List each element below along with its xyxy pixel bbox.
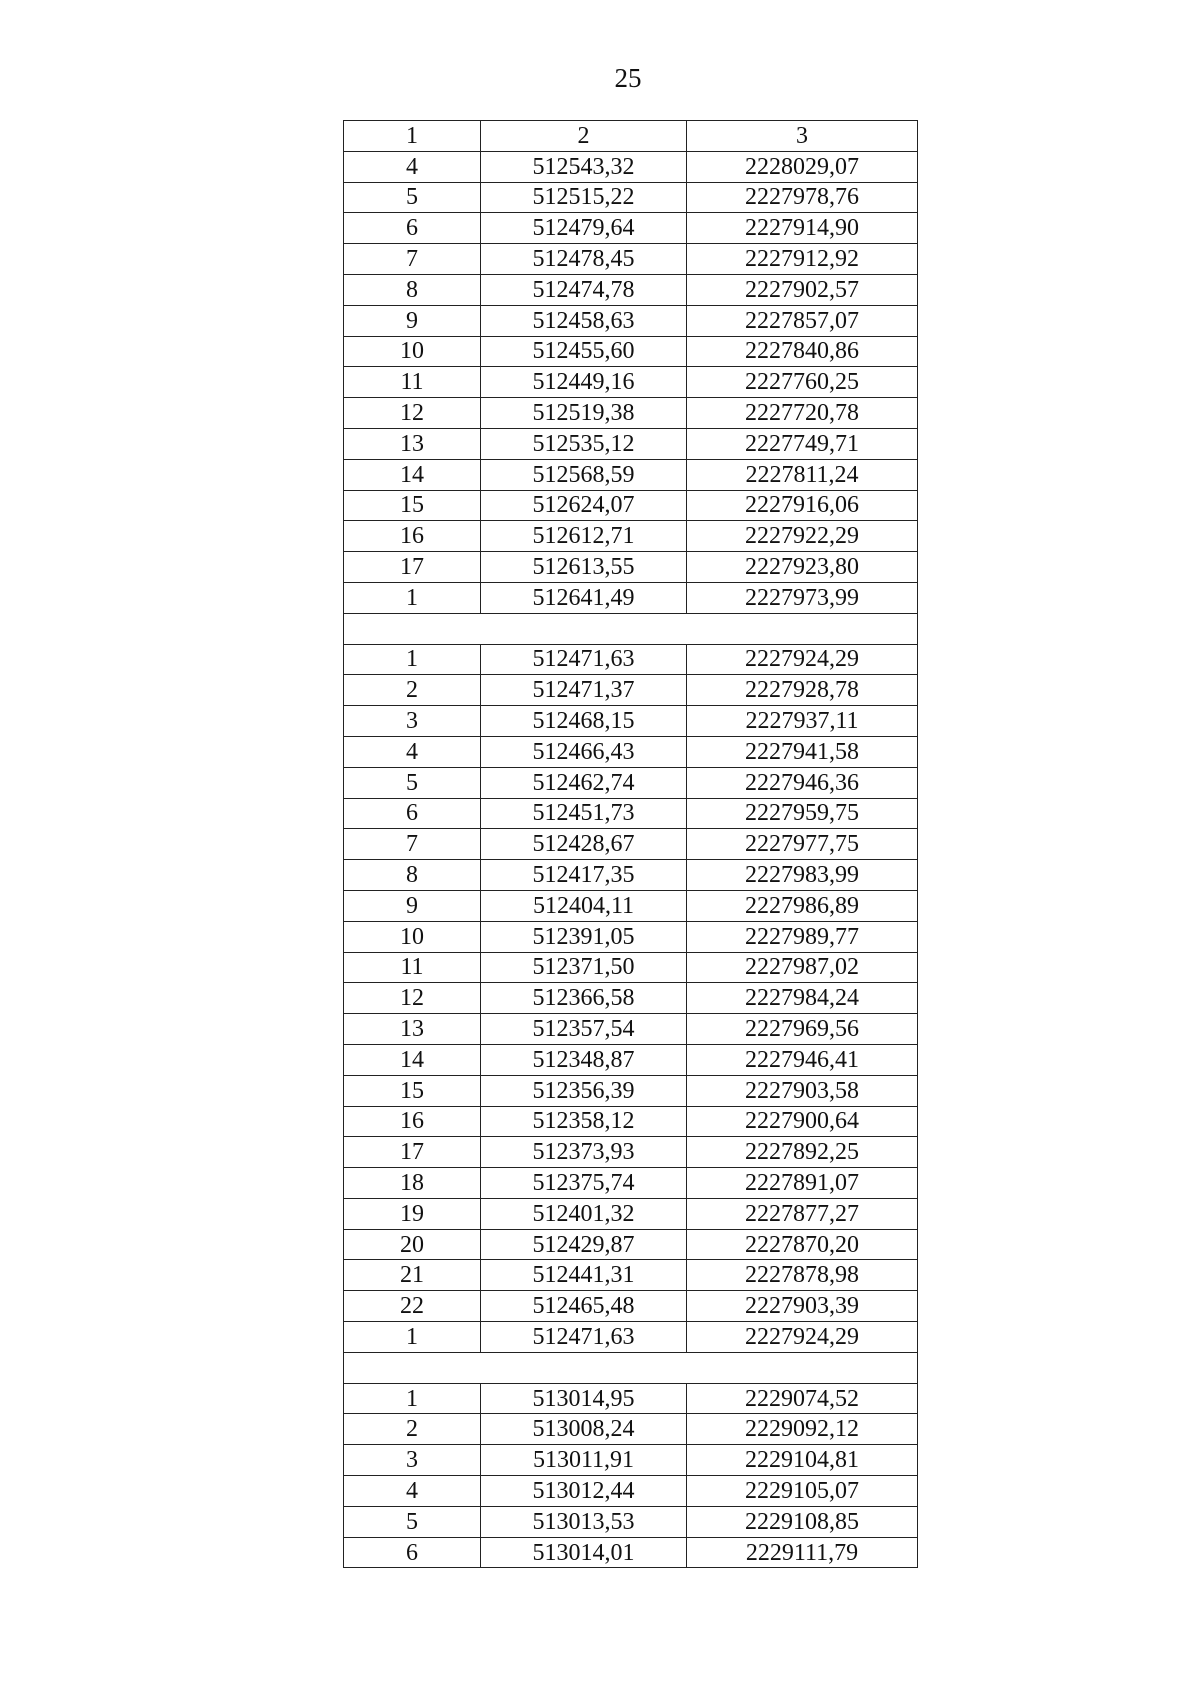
- coordinates-table-body: [344, 121, 918, 1568]
- point-number-cell: 20: [344, 1229, 481, 1260]
- x-coordinate-cell: 512519,38: [481, 398, 687, 429]
- table-row: [344, 305, 918, 336]
- table-row: [344, 1445, 918, 1476]
- x-coordinate-cell: 512612,71: [481, 521, 687, 552]
- y-coordinate-cell: 2227903,39: [687, 1291, 918, 1322]
- x-coordinate-cell: 512357,54: [481, 1014, 687, 1045]
- y-coordinate-cell: 2227987,02: [687, 952, 918, 983]
- x-coordinate-cell: 513014,95: [481, 1383, 687, 1414]
- table-row: [344, 459, 918, 490]
- x-coordinate-cell: 512375,74: [481, 1168, 687, 1199]
- x-coordinate-cell: 513011,91: [481, 1445, 687, 1476]
- y-coordinate-cell: 2228029,07: [687, 151, 918, 182]
- y-coordinate-cell: 2227840,86: [687, 336, 918, 367]
- point-number-cell: 6: [344, 1537, 481, 1568]
- table-row: [344, 1476, 918, 1507]
- table-row: [344, 890, 918, 921]
- x-coordinate-cell: 512441,31: [481, 1260, 687, 1291]
- point-number-cell: 6: [344, 213, 481, 244]
- y-coordinate-cell: 2227928,78: [687, 675, 918, 706]
- table-row: [344, 1537, 918, 1568]
- y-coordinate-cell: 2227946,36: [687, 767, 918, 798]
- table-row: [344, 398, 918, 429]
- table-row: [344, 952, 918, 983]
- point-number-cell: 3: [344, 706, 481, 737]
- y-coordinate-cell: 2227986,89: [687, 890, 918, 921]
- y-coordinate-cell: 2227900,64: [687, 1106, 918, 1137]
- x-coordinate-cell: 512568,59: [481, 459, 687, 490]
- point-number-cell: 10: [344, 921, 481, 952]
- point-number-cell: 21: [344, 1260, 481, 1291]
- x-coordinate-cell: 512479,64: [481, 213, 687, 244]
- table-row: [344, 552, 918, 583]
- point-number-cell: 5: [344, 767, 481, 798]
- x-coordinate-cell: 512429,87: [481, 1229, 687, 1260]
- point-number-cell: 18: [344, 1168, 481, 1199]
- x-coordinate-cell: 512348,87: [481, 1044, 687, 1075]
- table-row: [344, 428, 918, 459]
- x-coordinate-cell: 512471,63: [481, 1322, 687, 1353]
- x-coordinate-cell: 512356,39: [481, 1075, 687, 1106]
- table-row: [344, 521, 918, 552]
- point-number-cell: 16: [344, 1106, 481, 1137]
- x-coordinate-cell: 512471,37: [481, 675, 687, 706]
- table-row: [344, 582, 918, 613]
- column-header: 2: [481, 121, 687, 152]
- group-separator-cell: [344, 613, 918, 644]
- y-coordinate-cell: 2227937,11: [687, 706, 918, 737]
- y-coordinate-cell: 2229104,81: [687, 1445, 918, 1476]
- point-number-cell: 3: [344, 1445, 481, 1476]
- table-row: [344, 1229, 918, 1260]
- table-row: [344, 213, 918, 244]
- x-coordinate-cell: 512474,78: [481, 274, 687, 305]
- column-header: 3: [687, 121, 918, 152]
- y-coordinate-cell: 2229108,85: [687, 1506, 918, 1537]
- table-row: [344, 736, 918, 767]
- table-header-row: [344, 121, 918, 152]
- x-coordinate-cell: 512404,11: [481, 890, 687, 921]
- x-coordinate-cell: 512455,60: [481, 336, 687, 367]
- y-coordinate-cell: 2227891,07: [687, 1168, 918, 1199]
- table-row: [344, 490, 918, 521]
- table-row: [344, 1414, 918, 1445]
- point-number-cell: 2: [344, 675, 481, 706]
- y-coordinate-cell: 2227946,41: [687, 1044, 918, 1075]
- x-coordinate-cell: 512358,12: [481, 1106, 687, 1137]
- point-number-cell: 15: [344, 490, 481, 521]
- x-coordinate-cell: 512466,43: [481, 736, 687, 767]
- table-row: [344, 1198, 918, 1229]
- table-row: [344, 244, 918, 275]
- x-coordinate-cell: 512478,45: [481, 244, 687, 275]
- point-number-cell: 19: [344, 1198, 481, 1229]
- y-coordinate-cell: 2227916,06: [687, 490, 918, 521]
- table-row: [344, 1044, 918, 1075]
- column-header: 1: [344, 121, 481, 152]
- point-number-cell: 10: [344, 336, 481, 367]
- table-row: [344, 1383, 918, 1414]
- table-row: [344, 1506, 918, 1537]
- x-coordinate-cell: 512613,55: [481, 552, 687, 583]
- point-number-cell: 6: [344, 798, 481, 829]
- point-number-cell: 1: [344, 1322, 481, 1353]
- point-number-cell: 14: [344, 1044, 481, 1075]
- table-row: [344, 274, 918, 305]
- y-coordinate-cell: 2227878,98: [687, 1260, 918, 1291]
- y-coordinate-cell: 2227720,78: [687, 398, 918, 429]
- y-coordinate-cell: 2227892,25: [687, 1137, 918, 1168]
- y-coordinate-cell: 2227923,80: [687, 552, 918, 583]
- table-row: [344, 829, 918, 860]
- y-coordinate-cell: 2229105,07: [687, 1476, 918, 1507]
- x-coordinate-cell: 512428,67: [481, 829, 687, 860]
- point-number-cell: 13: [344, 1014, 481, 1045]
- point-number-cell: 17: [344, 552, 481, 583]
- y-coordinate-cell: 2227969,56: [687, 1014, 918, 1045]
- table-row: [344, 798, 918, 829]
- group-separator-row: [344, 613, 918, 644]
- y-coordinate-cell: 2227959,75: [687, 798, 918, 829]
- table-row: [344, 336, 918, 367]
- point-number-cell: 4: [344, 736, 481, 767]
- point-number-cell: 16: [344, 521, 481, 552]
- point-number-cell: 1: [344, 1383, 481, 1414]
- y-coordinate-cell: 2227977,75: [687, 829, 918, 860]
- x-coordinate-cell: 512373,93: [481, 1137, 687, 1168]
- y-coordinate-cell: 2227760,25: [687, 367, 918, 398]
- x-coordinate-cell: 512401,32: [481, 1198, 687, 1229]
- point-number-cell: 7: [344, 244, 481, 275]
- table-row: [344, 675, 918, 706]
- point-number-cell: 2: [344, 1414, 481, 1445]
- point-number-cell: 8: [344, 860, 481, 891]
- table-row: [344, 1137, 918, 1168]
- x-coordinate-cell: 512515,22: [481, 182, 687, 213]
- table-row: [344, 921, 918, 952]
- table-row: [344, 1106, 918, 1137]
- y-coordinate-cell: 2227877,27: [687, 1198, 918, 1229]
- table-row: [344, 182, 918, 213]
- x-coordinate-cell: 512366,58: [481, 983, 687, 1014]
- x-coordinate-cell: 512417,35: [481, 860, 687, 891]
- x-coordinate-cell: 512462,74: [481, 767, 687, 798]
- y-coordinate-cell: 2227914,90: [687, 213, 918, 244]
- table-row: [344, 1260, 918, 1291]
- y-coordinate-cell: 2227978,76: [687, 182, 918, 213]
- x-coordinate-cell: 513014,01: [481, 1537, 687, 1568]
- y-coordinate-cell: 2227941,58: [687, 736, 918, 767]
- x-coordinate-cell: 512458,63: [481, 305, 687, 336]
- y-coordinate-cell: 2227902,57: [687, 274, 918, 305]
- table-row: [344, 151, 918, 182]
- group-separator-cell: [344, 1352, 918, 1383]
- x-coordinate-cell: 512371,50: [481, 952, 687, 983]
- table-row: [344, 767, 918, 798]
- y-coordinate-cell: 2227857,07: [687, 305, 918, 336]
- point-number-cell: 4: [344, 1476, 481, 1507]
- point-number-cell: 9: [344, 305, 481, 336]
- point-number-cell: 7: [344, 829, 481, 860]
- y-coordinate-cell: 2227924,29: [687, 644, 918, 675]
- point-number-cell: 9: [344, 890, 481, 921]
- point-number-cell: 17: [344, 1137, 481, 1168]
- y-coordinate-cell: 2227973,99: [687, 582, 918, 613]
- y-coordinate-cell: 2227912,92: [687, 244, 918, 275]
- table-row: [344, 1168, 918, 1199]
- x-coordinate-cell: 512451,73: [481, 798, 687, 829]
- y-coordinate-cell: 2227924,29: [687, 1322, 918, 1353]
- table-row: [344, 1291, 918, 1322]
- table-row: [344, 983, 918, 1014]
- point-number-cell: 12: [344, 398, 481, 429]
- table-row: [344, 860, 918, 891]
- y-coordinate-cell: 2227989,77: [687, 921, 918, 952]
- y-coordinate-cell: 2227922,29: [687, 521, 918, 552]
- point-number-cell: 22: [344, 1291, 481, 1322]
- point-number-cell: 15: [344, 1075, 481, 1106]
- group-separator-row: [344, 1352, 918, 1383]
- x-coordinate-cell: 512468,15: [481, 706, 687, 737]
- table-row: [344, 1014, 918, 1045]
- y-coordinate-cell: 2227811,24: [687, 459, 918, 490]
- y-coordinate-cell: 2229092,12: [687, 1414, 918, 1445]
- table-row: [344, 367, 918, 398]
- point-number-cell: 8: [344, 274, 481, 305]
- x-coordinate-cell: 512641,49: [481, 582, 687, 613]
- y-coordinate-cell: 2229074,52: [687, 1383, 918, 1414]
- x-coordinate-cell: 512391,05: [481, 921, 687, 952]
- point-number-cell: 5: [344, 1506, 481, 1537]
- table-row: [344, 644, 918, 675]
- x-coordinate-cell: 512471,63: [481, 644, 687, 675]
- x-coordinate-cell: 512465,48: [481, 1291, 687, 1322]
- x-coordinate-cell: 512624,07: [481, 490, 687, 521]
- y-coordinate-cell: 2227870,20: [687, 1229, 918, 1260]
- x-coordinate-cell: 512449,16: [481, 367, 687, 398]
- x-coordinate-cell: 512535,12: [481, 428, 687, 459]
- x-coordinate-cell: 513008,24: [481, 1414, 687, 1445]
- x-coordinate-cell: 513013,53: [481, 1506, 687, 1537]
- point-number-cell: 14: [344, 459, 481, 490]
- y-coordinate-cell: 2227903,58: [687, 1075, 918, 1106]
- point-number-cell: 1: [344, 644, 481, 675]
- y-coordinate-cell: 2227749,71: [687, 428, 918, 459]
- point-number-cell: 1: [344, 582, 481, 613]
- point-number-cell: 5: [344, 182, 481, 213]
- point-number-cell: 4: [344, 151, 481, 182]
- table-row: [344, 706, 918, 737]
- point-number-cell: 13: [344, 428, 481, 459]
- page-number: 25: [614, 63, 642, 93]
- x-coordinate-cell: 512543,32: [481, 151, 687, 182]
- point-number-cell: 12: [344, 983, 481, 1014]
- y-coordinate-cell: 2227983,99: [687, 860, 918, 891]
- y-coordinate-cell: 2227984,24: [687, 983, 918, 1014]
- x-coordinate-cell: 513012,44: [481, 1476, 687, 1507]
- point-number-cell: 11: [344, 367, 481, 398]
- point-number-cell: 11: [344, 952, 481, 983]
- y-coordinate-cell: 2229111,79: [687, 1537, 918, 1568]
- coordinates-table: [343, 120, 918, 1568]
- table-row: [344, 1322, 918, 1353]
- table-row: [344, 1075, 918, 1106]
